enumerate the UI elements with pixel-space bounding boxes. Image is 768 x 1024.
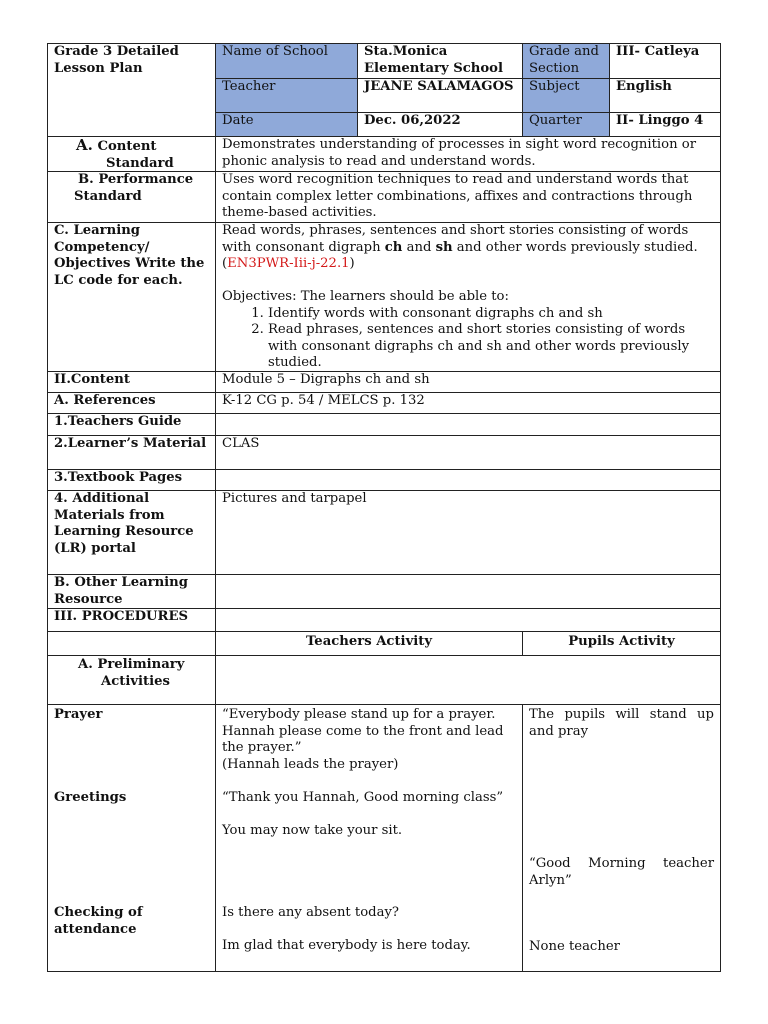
performance-standard-label-1: B. Performance [78, 172, 194, 187]
prayer-label: Prayer [54, 707, 103, 722]
other-resource-label-cell [47, 574, 216, 609]
pupils-activity-header-cell [522, 631, 721, 656]
competency-and: and [402, 239, 436, 255]
teacher-value: JEANE SALAMAGOS [364, 79, 514, 94]
subject-label: Subject [529, 79, 580, 94]
procedures-label-cell [47, 608, 216, 632]
preliminary-label-1: A. Preliminary [78, 657, 185, 672]
teachers-activity-header-cell [215, 631, 523, 656]
preliminary-blank-cell [215, 655, 721, 705]
attendance-teacher-2: Im glad that everybody is here today. [222, 938, 471, 953]
greetings-label: Greetings [54, 789, 127, 805]
attendance-label: Checking of attendance [54, 905, 143, 937]
prayer-teacher-text: “Everybody please stand up for a prayer. Hannah please come to the front and lead the prayer.” [222, 707, 504, 755]
grade-section-value-cell [609, 43, 721, 79]
content-standard-text: Demonstrates understanding of processes in sight word recognition or phonic analysis to read and understand words. [222, 137, 696, 169]
grade-section-label-cell [522, 43, 610, 79]
performance-standard-text-cell [215, 171, 721, 223]
teachers-guide-label: 1.Teachers Guide [54, 414, 182, 429]
name-of-school-value-cell [357, 43, 523, 79]
content-standard-label-cell [47, 136, 216, 172]
references-value-cell [215, 392, 721, 414]
performance-standard-text: Uses word recognition techniques to read and understand words that contain complex letter combinations, affixes and contractions through theme-based activities. [222, 172, 693, 220]
textbook-pages-label: 3.Textbook Pages [54, 470, 183, 485]
teachers-guide-value-cell [215, 413, 721, 436]
subject-label-cell [522, 78, 610, 113]
plan-title-cell [47, 43, 216, 137]
prayer-pupils-text: The pupils will stand up and pray [529, 707, 714, 739]
content-label: II.Content [54, 372, 130, 387]
additional-materials-value: Pictures and tarpapel [222, 491, 367, 506]
preliminary-label-cell [47, 655, 216, 705]
other-resource-value-cell [215, 574, 721, 609]
textbook-pages-value-cell [215, 469, 721, 491]
teachers-activity-cell [215, 704, 523, 972]
content-standard-label-1: Content [97, 139, 157, 154]
procedures-blank-cell [215, 608, 721, 632]
teacher-label-cell [215, 78, 358, 113]
content-standard-text-cell [215, 136, 721, 172]
greetings-pupils-text: “Good Morning teacher Arlyn” [529, 856, 714, 888]
objective-item: 1. Identify words with consonant digraphs ch and sh [268, 306, 714, 323]
competency-text-2: and other words previously studied. [452, 239, 698, 255]
digraph-sh: sh [435, 239, 453, 255]
teacher-value-cell [357, 78, 523, 113]
pupils-activity-cell [522, 704, 721, 972]
teachers-activity-header: Teachers Activity [306, 634, 432, 649]
subject-value-cell [609, 78, 721, 113]
attendance-pupils-text: None teacher [529, 939, 620, 954]
references-label: A. References [54, 393, 156, 408]
greetings-teacher-2: You may now take your sit. [222, 822, 403, 838]
content-value: Module 5 – Digraphs ch and sh [222, 372, 430, 387]
attendance-teacher-1: Is there any absent today? [222, 905, 399, 920]
date-value: Dec. 06,2022 [364, 113, 461, 128]
additional-materials-label: 4. Additional Materials from Learning Resource (LR) portal [54, 491, 194, 556]
procedures-label: III. PROCEDURES [54, 609, 189, 624]
learners-material-label-cell [47, 435, 216, 470]
code-open-paren: ( [222, 256, 228, 271]
subject-value: English [616, 79, 672, 94]
references-label-cell [47, 392, 216, 414]
content-standard-letter: A. [76, 136, 93, 154]
content-value-cell [215, 371, 721, 393]
greetings-teacher-1: “Thank you Hannah, Good morning class” [222, 789, 504, 805]
performance-standard-label-2: Standard [74, 188, 142, 204]
grade-section-label: Grade and Section [529, 44, 599, 76]
name-of-school-value: Sta.Monica Elementary School [364, 44, 503, 76]
competency-label-cell [47, 222, 216, 372]
quarter-value-cell [609, 112, 721, 137]
date-label-cell [215, 112, 358, 137]
date-value-cell [357, 112, 523, 137]
learners-material-value-cell [215, 435, 721, 470]
preliminary-label-2: Activities [101, 673, 170, 689]
quarter-value: II- Linggo 4 [616, 113, 704, 128]
content-standard-label-2: Standard [106, 155, 174, 171]
objective-item: 2. Read phrases, sentences and short stories consisting of words with consonant digraphs ch and sh and other words previously studied. [268, 322, 714, 372]
teacher-label: Teacher [222, 79, 276, 94]
other-resource-label: B. Other Learning Resource [54, 575, 188, 607]
date-label: Date [222, 113, 254, 128]
grade-section-value: III- Catleya [616, 44, 700, 59]
references-value: K-12 CG p. 54 / MELCS p. 132 [222, 393, 425, 408]
content-label-cell [47, 371, 216, 393]
competency-label: C. Learning Competency/ Objectives Write the LC code for each. [54, 223, 205, 288]
name-of-school-label-cell [215, 43, 358, 79]
plan-title: Grade 3 Detailed Lesson Plan [54, 44, 179, 76]
activity-labels-cell [47, 704, 216, 972]
learners-material-label: 2.Learner’s Material [54, 436, 207, 451]
competency-statement [222, 223, 714, 273]
performance-standard-label-cell [47, 171, 216, 223]
teachers-guide-label-cell [47, 413, 216, 436]
name-of-school-label: Name of School [222, 44, 328, 59]
learners-material-value: CLAS [222, 436, 260, 451]
prayer-note: (Hannah leads the prayer) [222, 756, 399, 772]
additional-materials-label-cell [47, 490, 216, 575]
lc-code: EN3PWR-Iii-j-22.1 [227, 256, 350, 271]
additional-materials-value-cell [215, 490, 721, 575]
digraph-ch: ch [384, 239, 403, 255]
objectives-intro: Objectives: The learners should be able to: [222, 289, 509, 304]
textbook-pages-label-cell [47, 469, 216, 491]
objectives-list [222, 306, 714, 372]
competency-text-cell [215, 222, 721, 372]
code-close-paren: ) [349, 256, 355, 271]
quarter-label: Quarter [529, 113, 582, 128]
pupils-activity-header: Pupils Activity [568, 634, 675, 649]
competency-text-1: Read words, phrases, sentences and short stories consisting of words with consonant digraph [222, 223, 689, 255]
quarter-label-cell [522, 112, 610, 137]
activity-header-blank-cell [47, 631, 216, 656]
